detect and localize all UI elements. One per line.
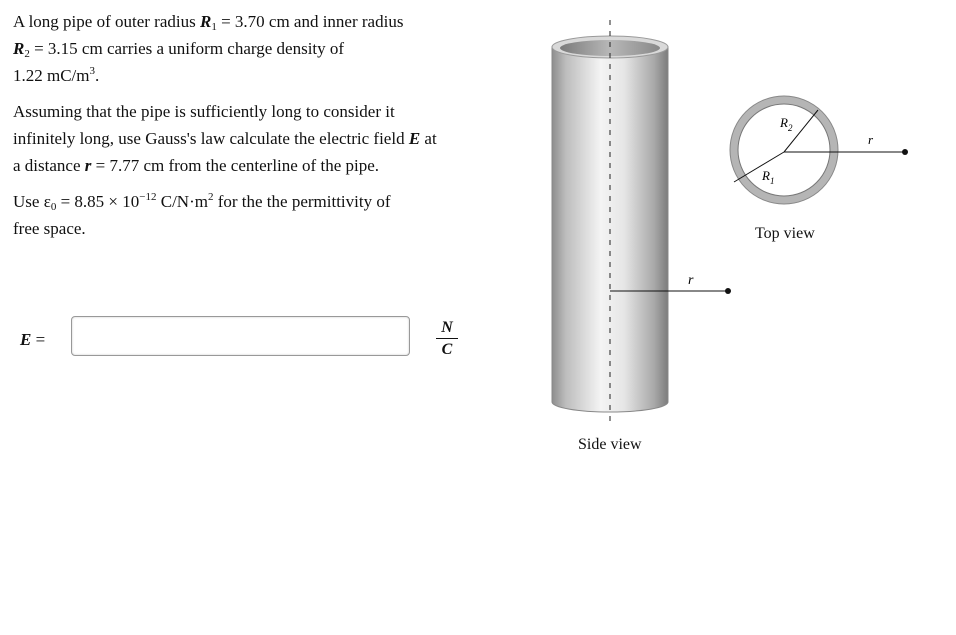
text: for the the permittivity of <box>213 192 391 211</box>
top-view-r-label: r <box>868 132 874 147</box>
R2-subscript: 2 <box>24 48 30 60</box>
side-view-point <box>725 288 731 294</box>
text: . <box>95 66 100 85</box>
text: = 3.15 cm carries a uniform charge density of <box>29 39 345 58</box>
superscript: 2 <box>207 191 214 203</box>
text: = 3.70 cm and inner radius <box>216 12 404 31</box>
R2-label: $R_2$ <box>780 115 793 133</box>
side-view-label: Side view <box>578 436 642 453</box>
equals-sign: = <box>31 330 46 349</box>
unit-denominator: C <box>441 341 453 358</box>
R2-symbol: R <box>13 39 25 58</box>
R1-symbol: R <box>199 12 212 31</box>
R1-subscript: 1 <box>211 21 217 33</box>
r-symbol: r <box>84 156 92 175</box>
top-view-point <box>902 149 908 155</box>
top-view <box>730 96 908 204</box>
charge-density: 1.22 mC/m <box>13 66 90 85</box>
R1-label: $R_1$ <box>762 168 775 186</box>
E-symbol: E <box>20 330 32 349</box>
side-view-r-label: r <box>688 273 694 288</box>
unit-numerator: N <box>441 319 453 336</box>
text: = 8.85 × 10 <box>56 192 140 211</box>
side-view-pipe <box>552 36 668 412</box>
text: a distance <box>13 156 85 175</box>
text: infinitely long, use Gauss's law calculate the electric field <box>13 129 409 148</box>
text: free space. <box>13 219 86 238</box>
text: Assuming that the pipe is sufficiently long to consider it <box>13 102 395 121</box>
text: Use ε <box>13 192 51 211</box>
text: C/N·m <box>156 192 208 211</box>
text: = 7.77 cm from the centerline of the pipe. <box>91 156 380 175</box>
text: A long pipe of outer radius <box>13 12 200 31</box>
exponent: −12 <box>139 191 157 203</box>
superscript: 3 <box>89 65 96 77</box>
text: at <box>420 129 437 148</box>
epsilon-subscript: 0 <box>50 201 57 213</box>
top-view-label: Top view <box>755 225 815 242</box>
E-symbol: E <box>408 129 421 148</box>
